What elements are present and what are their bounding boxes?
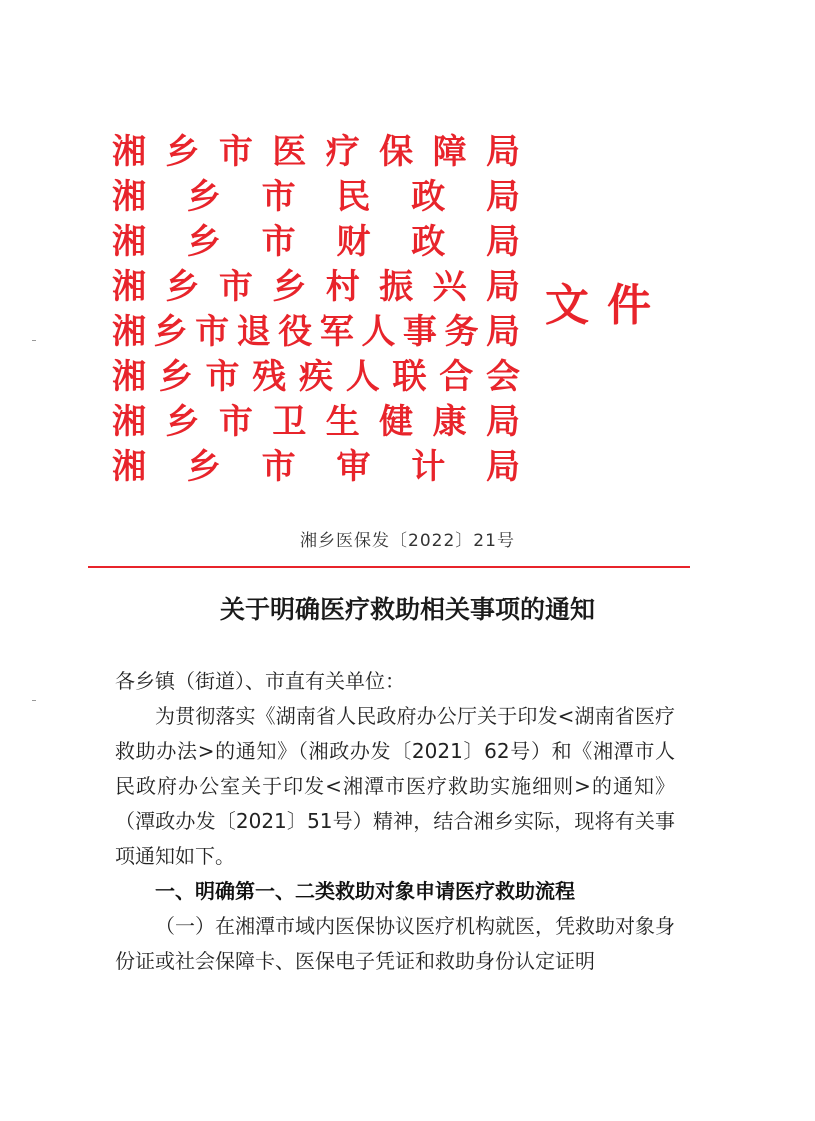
section-1-item-1: （一）在湘潭市域内医保协议医疗机构就医，凭救助对象身份证或社会保障卡、医保电子凭证和救助身份认定证明	[115, 914, 675, 973]
issuer-civil-affairs-bureau: 湘乡市民政局	[112, 177, 520, 217]
intro-paragraph: 为贯彻落实《湖南省人民政府办公厅关于印发<湖南省医疗救助办法>的通知》（湘政办发〔2021〕62号）和《湘潭市人民政府办公室关于印发<湘潭市医疗救助实施细则>的通知》（潭政办发〔2021〕51号）精神，结合湘乡实际，现将有关事项通知如下。	[115, 704, 675, 868]
issuer-veterans-affairs-bureau: 湘乡市退役军人事务局	[112, 312, 520, 352]
issuer-medical-security-bureau: 湘乡市医疗保障局	[112, 132, 520, 172]
issuer-disabled-persons-federation: 湘乡市残疾人联合会	[112, 357, 520, 397]
document-number: 湘乡医保发〔2022〕21号	[300, 531, 515, 551]
document-body	[115, 664, 675, 979]
issuing-agencies	[112, 130, 520, 490]
section-1-heading: 一、明确第一、二类救助对象申请医疗救助流程	[155, 879, 575, 903]
scan-artifact-mark	[32, 700, 36, 701]
red-divider-line	[88, 566, 690, 568]
issuer-audit-bureau: 湘乡市审计局	[112, 447, 520, 487]
document-title: 关于明确医疗救助相关事项的通知	[219, 595, 595, 624]
issuer-health-bureau: 湘乡市卫生健康局	[112, 402, 520, 442]
document-word: 文件	[545, 280, 669, 331]
salutation: 各乡镇（街道）、市直有关单位：	[115, 669, 405, 693]
issuer-finance-bureau: 湘乡市财政局	[112, 222, 520, 262]
scan-artifact-mark	[32, 340, 36, 341]
issuer-rural-revitalization-bureau: 湘乡市乡村振兴局	[112, 267, 520, 307]
